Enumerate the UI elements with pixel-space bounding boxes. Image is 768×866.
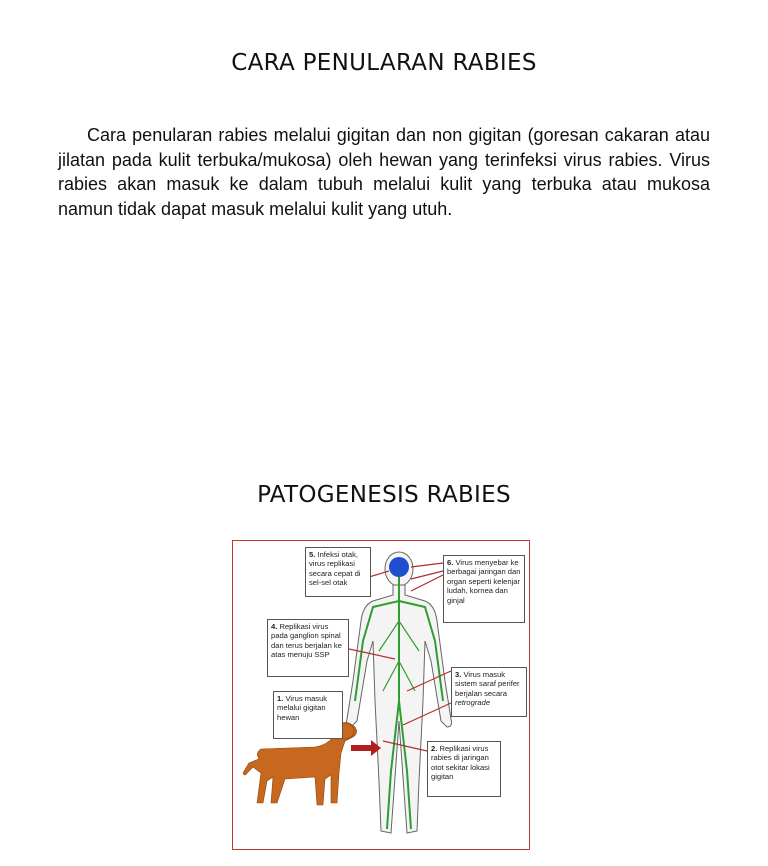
step-6-text: Virus menyebar ke berbagai jaringan dan organ seperti kelenjar ludah, kornea dan ginjal: [447, 558, 521, 605]
step-3-italic-text: retrograde: [455, 698, 491, 708]
section-title-transmission: CARA PENULARAN RABIES: [231, 50, 537, 76]
step-5-label: [305, 547, 371, 597]
step-5-number: 5.: [309, 550, 316, 559]
pathogenesis-diagram: [232, 540, 530, 850]
step-4-label: [267, 619, 349, 677]
step-1-text: Virus masuk melalui gigitan hewan: [277, 694, 328, 722]
section-title-pathogenesis: PATOGENESIS RABIES: [257, 482, 511, 508]
step-2-number: 2.: [431, 744, 438, 753]
step-3-label: [451, 667, 527, 717]
step-1-label: [273, 691, 343, 739]
step-2-text: Replikasi virus rabies di jaringan otot sekitar lokasi gigitan: [431, 744, 490, 782]
bite-arrow-icon: [351, 740, 381, 756]
step-4-number: 4.: [271, 622, 278, 631]
step-4-text: Replikasi virus pada ganglion spinal dan terus berjalan ke atas menuju SSP: [271, 622, 342, 660]
step-6-number: 6.: [447, 558, 454, 567]
step-3-number: 3.: [455, 670, 462, 679]
step-2-label: [427, 741, 501, 797]
step-1-number: 1.: [277, 694, 284, 703]
step-3-text: Virus masuk sistem saraf perifer berjalan secara: [455, 670, 520, 698]
brain-icon: [389, 557, 409, 577]
step-5-text: Infeksi otak, virus replikasi secara cepat di sel-sel otak: [309, 550, 361, 588]
transmission-paragraph: Cara penularan rabies melalui gigitan dan non gigitan (goresan cakaran atau jilatan pada kulit terbuka/mukosa) oleh hewan yang terinfeksi virus rabies. Virus rabies akan masuk ke dalam tubuh melalui kulit yang terbuka atau mukosa namun tidak dapat masuk melalui kulit yang utuh.: [58, 125, 710, 219]
step-6-label: [443, 555, 525, 623]
